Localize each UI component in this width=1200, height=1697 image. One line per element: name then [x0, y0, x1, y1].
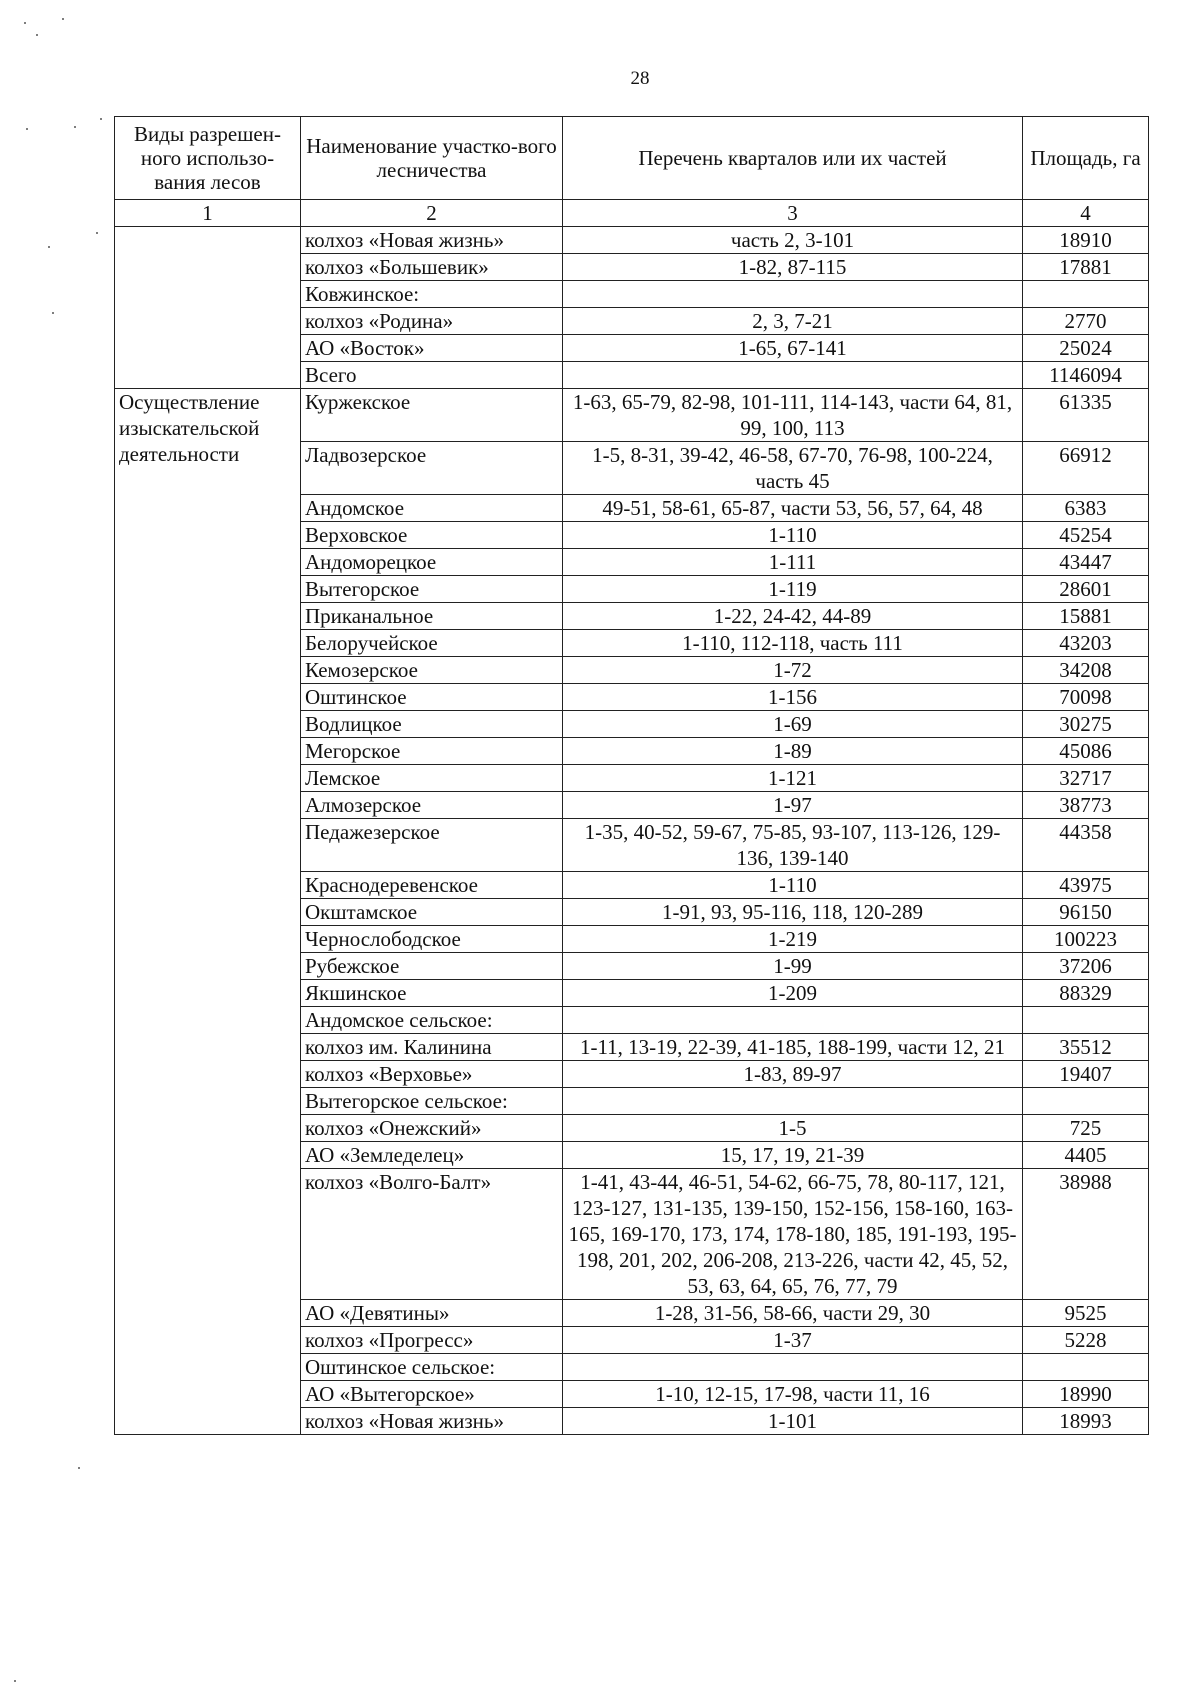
- area-cell: 725: [1023, 1115, 1149, 1142]
- forestry-name-cell: Андомское сельское:: [301, 1007, 563, 1034]
- scan-speck: [14, 1680, 16, 1682]
- area-cell: 100223: [1023, 926, 1149, 953]
- area-cell: 44358: [1023, 819, 1149, 872]
- scan-speck: [52, 312, 54, 314]
- quarters-cell: 1-65, 67-141: [563, 335, 1023, 362]
- area-cell: 4405: [1023, 1142, 1149, 1169]
- scan-speck: [26, 128, 28, 130]
- area-cell: 45086: [1023, 738, 1149, 765]
- quarters-cell: 1-63, 65-79, 82-98, 101-111, 114-143, части 64, 81, 99, 100, 113: [563, 389, 1023, 442]
- area-cell: [1023, 1088, 1149, 1115]
- scan-speck: [96, 232, 98, 234]
- area-cell: 18993: [1023, 1408, 1149, 1435]
- quarters-cell: [563, 1088, 1023, 1115]
- quarters-cell: 1-110: [563, 872, 1023, 899]
- quarters-cell: 1-110: [563, 522, 1023, 549]
- table-row: [115, 389, 1149, 442]
- forestry-name-cell: Краснодеревенское: [301, 872, 563, 899]
- area-cell: 6383: [1023, 495, 1149, 522]
- quarters-cell: 1-10, 12-15, 17-98, части 11, 16: [563, 1381, 1023, 1408]
- quarters-cell: 1-22, 24-42, 44-89: [563, 603, 1023, 630]
- area-cell: 34208: [1023, 657, 1149, 684]
- header-area: Площадь, га: [1023, 117, 1149, 200]
- area-cell: 2770: [1023, 308, 1149, 335]
- area-cell: 37206: [1023, 953, 1149, 980]
- quarters-cell: 1-41, 43-44, 46-51, 54-62, 66-75, 78, 80-117, 121, 123-127, 131-135, 139-150, 152-156, 158-160, 163-165, 169-170, 173, 174, 178-180, 185, 191-193, 195-198, 201, 202, 206-208, 213-226, части 42, 45, 52, 53, 63, 64, 65, 76, 77, 79: [563, 1169, 1023, 1300]
- quarters-cell: 1-37: [563, 1327, 1023, 1354]
- area-cell: 30275: [1023, 711, 1149, 738]
- area-cell: 70098: [1023, 684, 1149, 711]
- quarters-cell: 1-82, 87-115: [563, 254, 1023, 281]
- forestry-name-cell: Окштамское: [301, 899, 563, 926]
- column-number: 1: [115, 200, 301, 227]
- area-cell: 96150: [1023, 899, 1149, 926]
- quarters-cell: 1-209: [563, 980, 1023, 1007]
- scan-speck: [36, 34, 38, 36]
- area-cell: 25024: [1023, 335, 1149, 362]
- area-cell: 66912: [1023, 442, 1149, 495]
- forestry-name-cell: Алмозерское: [301, 792, 563, 819]
- forestry-name-cell: Оштинское сельское:: [301, 1354, 563, 1381]
- scan-speck: [78, 1467, 80, 1469]
- scan-speck: [100, 118, 102, 120]
- forestry-name-cell: Оштинское: [301, 684, 563, 711]
- quarters-cell: 1-69: [563, 711, 1023, 738]
- forestry-name-cell: Белоручейское: [301, 630, 563, 657]
- quarters-cell: 1-101: [563, 1408, 1023, 1435]
- use-type-cell: [115, 227, 301, 389]
- use-type-cell: Осуществление изыскательской деятельности: [115, 389, 301, 1435]
- forestry-name-cell: Мегорское: [301, 738, 563, 765]
- area-cell: [1023, 281, 1149, 308]
- area-cell: 43203: [1023, 630, 1149, 657]
- column-number-row: [115, 200, 1149, 227]
- area-cell: 45254: [1023, 522, 1149, 549]
- quarters-cell: 1-5, 8-31, 39-42, 46-58, 67-70, 76-98, 100-224, часть 45: [563, 442, 1023, 495]
- forestry-name-cell: Педажезерское: [301, 819, 563, 872]
- column-number: 2: [301, 200, 563, 227]
- forestry-name-cell: колхоз им. Калинина: [301, 1034, 563, 1061]
- area-cell: 18990: [1023, 1381, 1149, 1408]
- area-cell: 28601: [1023, 576, 1149, 603]
- forestry-name-cell: колхоз «Новая жизнь»: [301, 227, 563, 254]
- forestry-name-cell: колхоз «Верховье»: [301, 1061, 563, 1088]
- header-quarters-list: Перечень кварталов или их частей: [563, 117, 1023, 200]
- quarters-cell: 1-111: [563, 549, 1023, 576]
- quarters-cell: 1-119: [563, 576, 1023, 603]
- forestry-name-cell: колхоз «Родина»: [301, 308, 563, 335]
- forestry-name-cell: Якшинское: [301, 980, 563, 1007]
- quarters-cell: 1-35, 40-52, 59-67, 75-85, 93-107, 113-126, 129-136, 139-140: [563, 819, 1023, 872]
- forestry-name-cell: колхоз «Прогресс»: [301, 1327, 563, 1354]
- area-cell: 43975: [1023, 872, 1149, 899]
- area-cell: 35512: [1023, 1034, 1149, 1061]
- forestry-name-cell: колхоз «Онежский»: [301, 1115, 563, 1142]
- forestry-name-cell: АО «Восток»: [301, 335, 563, 362]
- area-cell: 18910: [1023, 227, 1149, 254]
- forestry-name-cell: колхоз «Большевик»: [301, 254, 563, 281]
- quarters-cell: 1-156: [563, 684, 1023, 711]
- quarters-cell: 1-5: [563, 1115, 1023, 1142]
- area-cell: 88329: [1023, 980, 1149, 1007]
- quarters-cell: 15, 17, 19, 21-39: [563, 1142, 1023, 1169]
- forestry-name-cell: Водлицкое: [301, 711, 563, 738]
- forest-use-table: [114, 116, 1149, 1435]
- quarters-cell: 1-83, 89-97: [563, 1061, 1023, 1088]
- area-cell: 5228: [1023, 1327, 1149, 1354]
- page-number: 28: [630, 68, 650, 89]
- forestry-name-cell: Куржекское: [301, 389, 563, 442]
- forestry-name-cell: Всего: [301, 362, 563, 389]
- forestry-name-cell: Лемское: [301, 765, 563, 792]
- quarters-cell: [563, 281, 1023, 308]
- forestry-name-cell: Приканальное: [301, 603, 563, 630]
- forestry-name-cell: Вытегорское: [301, 576, 563, 603]
- forestry-name-cell: Верховское: [301, 522, 563, 549]
- forestry-name-cell: Кемозерское: [301, 657, 563, 684]
- forestry-name-cell: колхоз «Новая жизнь»: [301, 1408, 563, 1435]
- quarters-cell: [563, 1354, 1023, 1381]
- area-cell: 9525: [1023, 1300, 1149, 1327]
- quarters-cell: 2, 3, 7-21: [563, 308, 1023, 335]
- column-number: 3: [563, 200, 1023, 227]
- forestry-name-cell: Чернослободское: [301, 926, 563, 953]
- table-row: [115, 227, 1149, 254]
- quarters-cell: 1-28, 31-56, 58-66, части 29, 30: [563, 1300, 1023, 1327]
- quarters-cell: 1-97: [563, 792, 1023, 819]
- header-use-type: Виды разрешен-ного использо-вания лесов: [115, 117, 301, 200]
- forestry-name-cell: Вытегорское сельское:: [301, 1088, 563, 1115]
- area-cell: 17881: [1023, 254, 1149, 281]
- area-cell: 32717: [1023, 765, 1149, 792]
- forestry-name-cell: Ковжинское:: [301, 281, 563, 308]
- area-cell: 19407: [1023, 1061, 1149, 1088]
- forestry-name-cell: Андоморецкое: [301, 549, 563, 576]
- quarters-cell: 1-121: [563, 765, 1023, 792]
- quarters-cell: [563, 1007, 1023, 1034]
- forestry-name-cell: Андомское: [301, 495, 563, 522]
- quarters-cell: 1-110, 112-118, часть 111: [563, 630, 1023, 657]
- area-cell: 38773: [1023, 792, 1149, 819]
- scan-speck: [62, 18, 64, 20]
- quarters-cell: 1-72: [563, 657, 1023, 684]
- area-cell: 15881: [1023, 603, 1149, 630]
- forestry-name-cell: колхоз «Волго-Балт»: [301, 1169, 563, 1300]
- area-cell: 61335: [1023, 389, 1149, 442]
- forestry-name-cell: АО «Вытегорское»: [301, 1381, 563, 1408]
- quarters-cell: [563, 362, 1023, 389]
- area-cell: 38988: [1023, 1169, 1149, 1300]
- quarters-cell: 1-11, 13-19, 22-39, 41-185, 188-199, части 12, 21: [563, 1034, 1023, 1061]
- forestry-name-cell: Ладвозерское: [301, 442, 563, 495]
- table-header-row: [115, 117, 1149, 200]
- scan-speck: [48, 246, 50, 248]
- quarters-cell: часть 2, 3-101: [563, 227, 1023, 254]
- quarters-cell: 1-91, 93, 95-116, 118, 120-289: [563, 899, 1023, 926]
- quarters-cell: 49-51, 58-61, 65-87, части 53, 56, 57, 64, 48: [563, 495, 1023, 522]
- column-number: 4: [1023, 200, 1149, 227]
- quarters-cell: 1-219: [563, 926, 1023, 953]
- scan-speck: [24, 22, 26, 24]
- forestry-name-cell: АО «Девятины»: [301, 1300, 563, 1327]
- quarters-cell: 1-99: [563, 953, 1023, 980]
- area-cell: 1146094: [1023, 362, 1149, 389]
- quarters-cell: 1-89: [563, 738, 1023, 765]
- area-cell: 43447: [1023, 549, 1149, 576]
- forestry-name-cell: Рубежское: [301, 953, 563, 980]
- scan-speck: [74, 126, 76, 128]
- forestry-name-cell: АО «Земледелец»: [301, 1142, 563, 1169]
- area-cell: [1023, 1354, 1149, 1381]
- header-forestry-name: Наименование участко-вого лесничества: [301, 117, 563, 200]
- area-cell: [1023, 1007, 1149, 1034]
